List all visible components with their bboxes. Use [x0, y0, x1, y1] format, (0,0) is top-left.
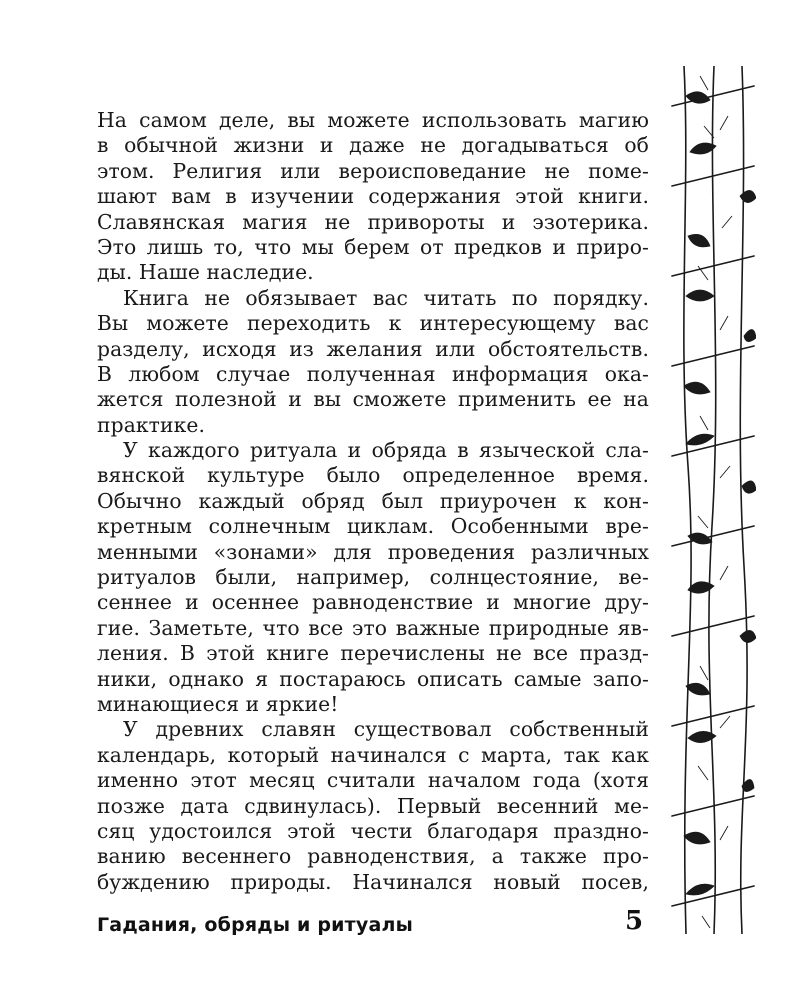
text-line: жется полезной и вы сможете применить ее на [97, 387, 649, 412]
text-line: шают вам в изучении содержания этой книги. [97, 184, 649, 209]
text-line: Обычно каждый обряд был приурочен к кон- [97, 488, 649, 513]
text-line: ды. Наше наследие. [97, 260, 314, 285]
text-line: календарь, который начинался с марта, так как [97, 742, 649, 767]
text-line: Славянская магия не привороты и эзотерика. [97, 209, 649, 234]
page-number: 5 [625, 906, 644, 936]
text-line: практике. [97, 412, 206, 437]
text-line: На самом деле, вы можете использовать магию [97, 108, 649, 132]
running-footer-title: Гадания, обряды и ритуалы [97, 914, 413, 936]
text-line: в обычной жизни и даже не догадываться об [97, 133, 649, 158]
body-text [97, 108, 649, 895]
text-line: буждению природы. Начинался новый посев, [97, 869, 649, 894]
text-line: минающиеся и яркие! [97, 691, 339, 716]
text-line: ванию весеннего равноденствия, а также про- [97, 844, 649, 869]
text-line: Вы можете переходить к интересующему вас [97, 311, 649, 336]
text-line: ритуалов были, например, солнцестояние, ве- [97, 565, 649, 590]
text-line: гие. Заметьте, что все это важные природные яв- [97, 615, 649, 640]
text-line: этом. Религия или вероисповедание не поме- [97, 158, 649, 183]
text-line: сяц удостоился этой чести благодаря праздно- [97, 818, 649, 843]
text-line: кретным солнечным циклам. Особенными вре- [97, 514, 649, 539]
text-line: В любом случае полученная информация ока- [97, 361, 649, 386]
text-line: Книга не обязывает вас читать по порядку. [123, 285, 649, 310]
text-line: именно этот месяц считали началом года (хотя [97, 768, 649, 793]
paragraph-1 [97, 108, 649, 286]
text-line: У древних славян существовал собственный [123, 717, 649, 742]
text-line: сеннее и осеннее равноденствие и многие дру- [97, 590, 649, 615]
text-line: вянской культуре было определенное время. [97, 463, 649, 488]
paragraph-4 [97, 717, 649, 895]
text-line: ники, однако я постараюсь описать самые запо- [97, 666, 649, 691]
paragraph-2 [97, 286, 649, 438]
botanical-border-icon [670, 66, 756, 934]
text-line: У каждого ритуала и обряда в языческой сла- [123, 438, 649, 463]
paragraph-3 [97, 438, 649, 717]
text-line: ления. В этой книге перечислены не все празд- [97, 641, 649, 666]
text-line: менными «зонами» для проведения различных [97, 539, 649, 564]
text-line: позже дата сдвинулась). Первый весенний ме- [97, 793, 649, 818]
text-line: Это лишь то, что мы берем от предков и приро- [97, 234, 649, 259]
text-line: разделу, исходя из желания или обстоятельств. [97, 336, 649, 361]
